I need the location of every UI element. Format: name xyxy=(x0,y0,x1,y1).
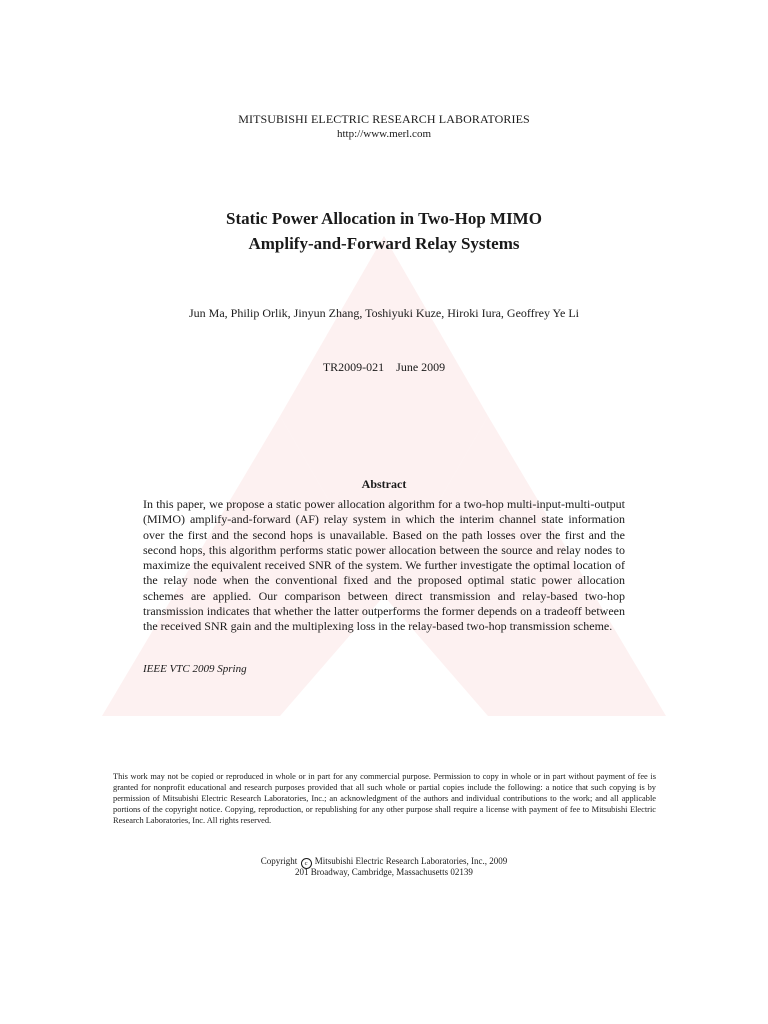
report-date: June 2009 xyxy=(396,360,446,374)
copyright-notice: This work may not be copied or reproduced in whole or in part for any commercial purpose. Permission to copy in whole or in part without payment of fee is granted for nonprofit educational and research purposes provided that all such whole or partial copies include the following: a notice that such copying is by permission of Mitsubishi Electric Research Laboratories, Inc.; an acknowledgment of the authors and individual contributions to the work; and all applicable portions of the copyright notice. Copying, reproduction, or republishing for any other purpose shall require a license with payment of fee to Mitsubishi Electric Research Laboratories, Inc. All rights reserved. xyxy=(113,772,656,825)
report-info xyxy=(0,360,768,374)
paper-title xyxy=(0,206,768,256)
abstract-text: In this paper, we propose a static power allocation algorithm for a two-hop multi-input-multi-output (MIMO) amplify-and-forward (AF) relay system in which the interim channel state information over the first and the second hops is unavailable. Based on the path losses over the first and the second hops, this algorithm performs static power allocation between the source and relay nodes to maximize the equivalent received SNR of the system. We further investigate the optimal location of the relay node when the conventional fixed and the proposed optimal static power allocation schemes are applied. Our comparison between direct transmission and relay-based two-hop transmission indicates that whether the latter outperforms the former depends on a tradeoff between the received SNR gain and the multiplexing loss in the relay-based two-hop transmission scheme. xyxy=(143,497,625,634)
copyright-holder: Mitsubishi Electric Research Laboratories, Inc., 2009 xyxy=(314,856,508,866)
report-number: TR2009-021 xyxy=(322,360,385,374)
title-line-2: Amplify-and-Forward Relay Systems xyxy=(248,234,520,253)
publication-venue: IEEE VTC 2009 Spring xyxy=(143,663,247,675)
author-list: Jun Ma, Philip Orlik, Jinyun Zhang, Toshiyuki Kuze, Hiroki Iura, Geoffrey Ye Li xyxy=(188,306,579,320)
title-line-1: Static Power Allocation in Two-Hop MIMO xyxy=(226,209,542,228)
copyright-icon: c xyxy=(301,858,312,869)
organization-url[interactable]: http://www.merl.com xyxy=(337,128,431,140)
organization-address: 201 Broadway, Cambridge, Massachusetts 02139 xyxy=(295,867,473,877)
organization-name: MITSUBISHI ELECTRIC RESEARCH LABORATORIES xyxy=(238,112,530,126)
abstract-heading: Abstract xyxy=(361,477,407,491)
copyright-prefix: Copyright xyxy=(260,856,298,866)
